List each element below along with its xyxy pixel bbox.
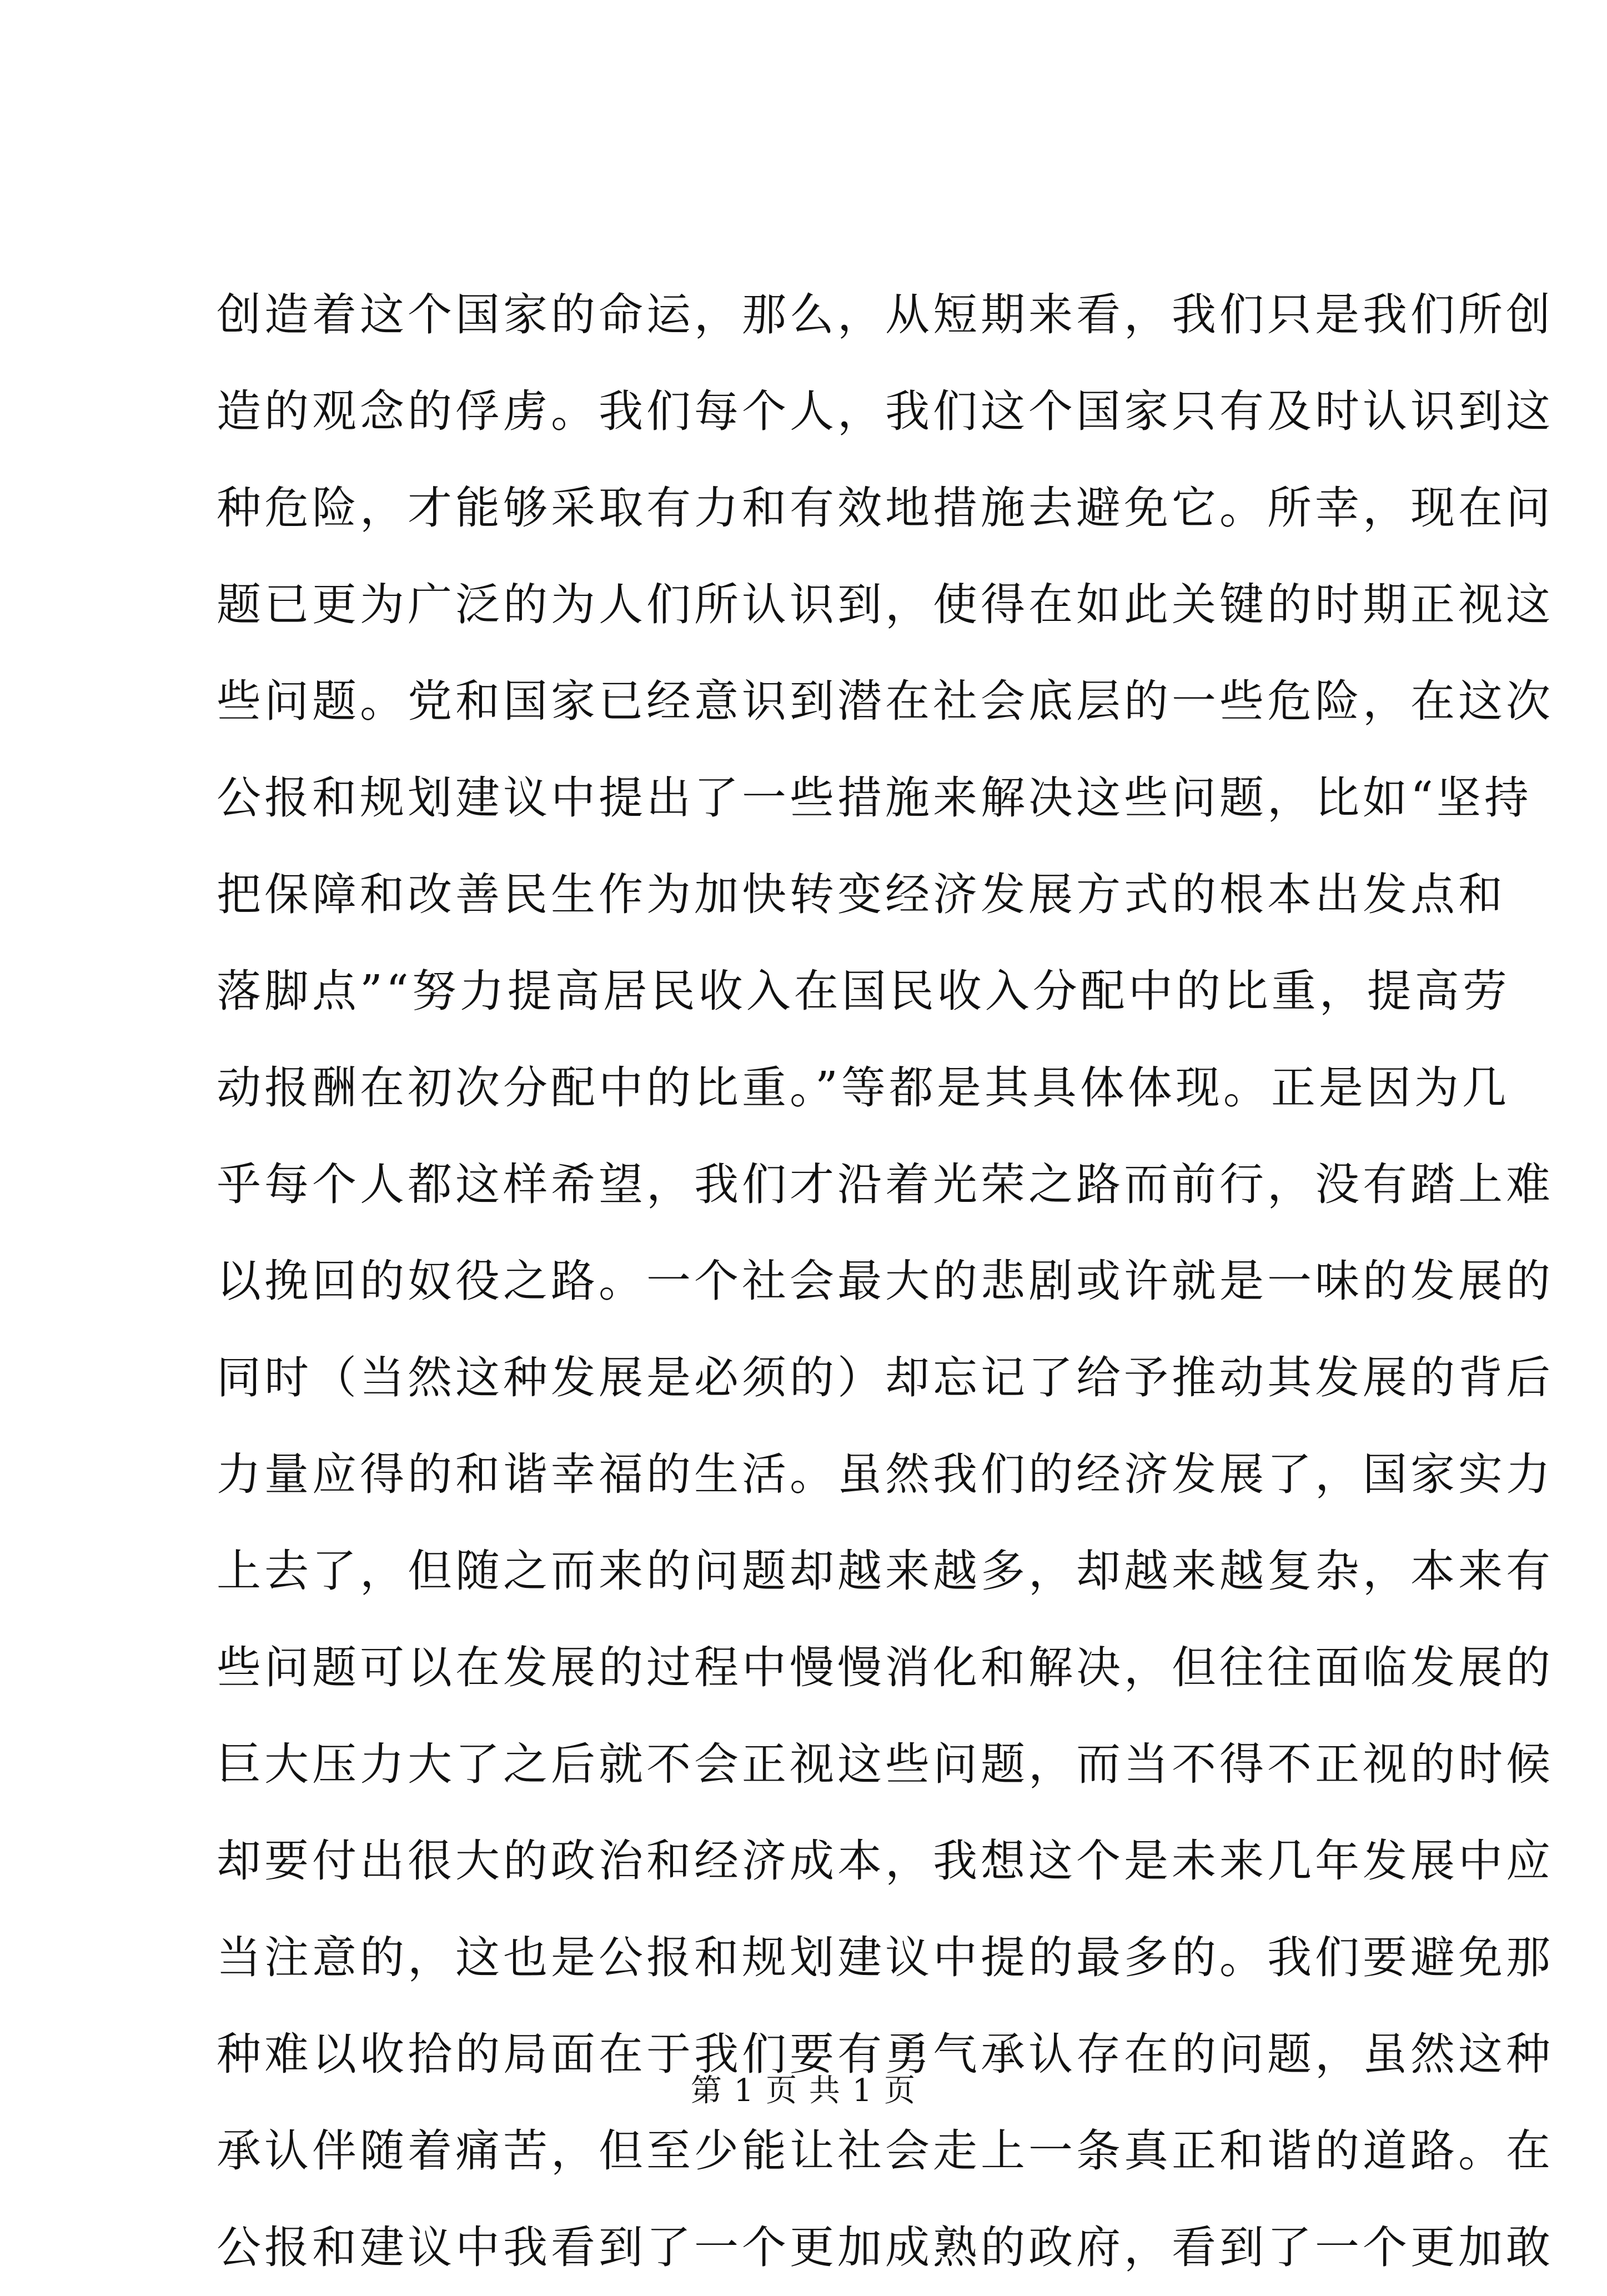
text-line: 力量应得的和谐幸福的生活。虽然我们的经济发展了，国家实力 <box>217 1448 1554 1500</box>
text-line: 却要付出很大的政治和经济成本，我想这个是未来几年发展中应 <box>217 1835 1554 1887</box>
text-line: 乎每个人都这样希望，我们才沿着光荣之路而前行，没有踏上难 <box>217 1159 1554 1210</box>
text-line: 上去了，但随之而来的问题却越来越多，却越来越复杂，本来有 <box>217 1545 1554 1597</box>
text-line: 巨大压力大了之后就不会正视这些问题，而当不得不正视的时候 <box>217 1738 1554 1790</box>
text-line: 公报和规划建议中提出了一些措施来解决这些问题，比如“坚持 <box>217 772 1532 824</box>
text-line: 把保障和改善民生作为加快转变经济发展方式的根本出发点和 <box>217 869 1506 920</box>
page-number-footer: 第 1 页 共 1 页 <box>690 2073 917 2109</box>
text-line: 种难以收拾的局面在于我们要有勇气承认存在的问题，虽然这种 <box>217 2028 1554 2080</box>
text-line: 动报酬在初次分配中的比重。”等都是其具体体现。正是因为几 <box>217 1062 1510 1114</box>
text-line: 承认伴随着痛苦，但至少能让社会走上一条真正和谐的道路。在 <box>217 2125 1554 2177</box>
text-line: 造的观念的俘虏。我们每个人，我们这个国家只有及时认识到这 <box>217 385 1554 437</box>
text-line: 创造着这个国家的命运，那么，从短期来看，我们只是我们所创 <box>217 289 1554 340</box>
text-line: 以挽回的奴役之路。一个社会最大的悲剧或许就是一味的发展的 <box>217 1255 1554 1307</box>
text-line: 当注意的，这也是公报和规划建议中提的最多的。我们要避免那 <box>217 1932 1554 1983</box>
text-line: 同时（当然这种发展是必须的）却忘记了给予推动其发展的背后 <box>217 1352 1554 1403</box>
text-line: 些问题。党和国家已经意识到潜在社会底层的一些危险，在这次 <box>217 675 1554 727</box>
text-line: 种危险，才能够采取有力和有效地措施去避免它。所幸，现在问 <box>217 482 1554 534</box>
text-line: 题已更为广泛的为人们所认识到，使得在如此关键的时期正视这 <box>217 579 1554 630</box>
text-line: 公报和建议中我看到了一个更加成熟的政府，看到了一个更加敢 <box>217 2222 1554 2273</box>
text-line: 些问题可以在发展的过程中慢慢消化和解决，但往往面临发展的 <box>217 1642 1554 1693</box>
text-line: 落脚点”“努力提高居民收入在国民收入分配中的比重，提高劳 <box>217 965 1510 1017</box>
body-text <box>217 267 1554 2296</box>
